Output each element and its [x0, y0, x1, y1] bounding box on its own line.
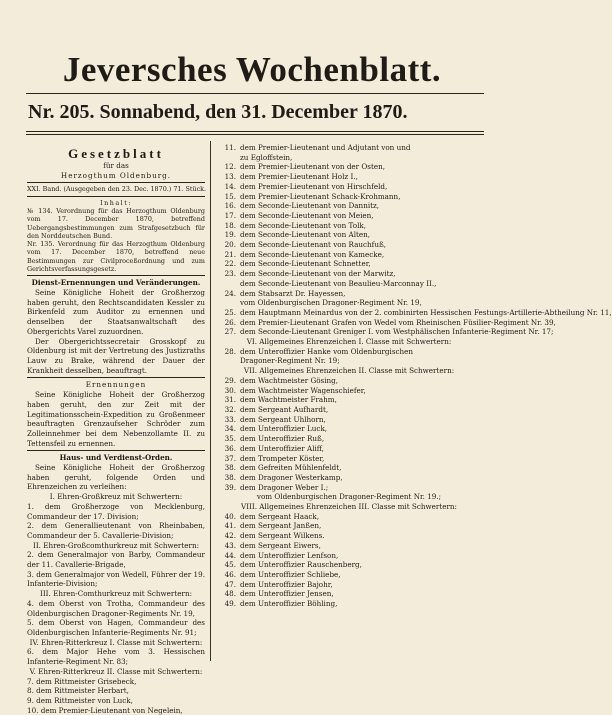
- award-entry: [216, 162, 482, 172]
- ernennungen-title: Ernennungen: [85, 380, 147, 390]
- orden-class-heading: III. Ehren-Comthurkreuz mit Schwertern:: [39, 589, 192, 599]
- gesetzblatt-title: Gesetzblatt: [68, 146, 164, 161]
- entry-text: dem Wachtmeister Gösing,: [240, 375, 339, 385]
- dienst-title: Dienst-Ernennungen und Veränderungen.: [31, 278, 201, 288]
- entry-text: dem Wachtmeister Wagenschiefer,: [240, 385, 366, 395]
- entry-text: dem Unteroffizier Rauschenberg,: [240, 560, 362, 570]
- entry-number: [216, 153, 240, 163]
- award-entry: [216, 386, 482, 396]
- sep-3: [27, 275, 205, 276]
- entry-text: dem Dragoner Westerkamp,: [240, 472, 343, 482]
- award-entry: [216, 483, 482, 493]
- sep-1: [27, 182, 205, 183]
- entry-text: dem Premier-Lieutenant Grafen von Wedel vom Rheinischen Füsilier-Regiment Nr. 39,: [240, 317, 556, 327]
- entry-number: 20.: [224, 240, 236, 250]
- orden-entry: 8. dem Rittmeister Herbart,: [27, 686, 129, 696]
- award-entry: [216, 531, 482, 541]
- dienst-paragraph-2: Der Obergerichtssecretair Grosskopf zu Oldenburg ist mit der Vertretung des Justizraths Lauw zu Brake, während der Dauer der Krankheit desselben, beauftragt.: [27, 336, 205, 375]
- award-entry: [216, 211, 482, 221]
- entry-text: dem Seconde-Lieutenant von Rauchfuß,: [240, 240, 387, 250]
- section-viii-heading: VIII. Allgemeines Ehrenzeichen III. Classe mit Schwertern:: [241, 502, 457, 512]
- award-list-d: [216, 512, 482, 609]
- gesetzblatt-sub1: für das: [103, 161, 129, 170]
- column-divider: [210, 141, 211, 661]
- sep-2: [27, 196, 205, 197]
- entry-text: dem Unteroffizier Ruß,: [240, 434, 325, 444]
- section-vii-heading: VII. Allgemeines Ehrenzeichen II. Classe mit Schwertern:: [243, 366, 455, 376]
- award-entry: [216, 298, 482, 308]
- entry-text: dem Premier-Lieutenant Schack-Krohmann,: [240, 191, 401, 201]
- entry-text: dem Unteroffizier Luck,: [240, 424, 328, 434]
- inhalt-list: [27, 207, 205, 273]
- entry-text: dem Trompeter Köster,: [240, 453, 325, 463]
- award-entry: [216, 521, 482, 531]
- band-line: XXI. Band. (Ausgegeben den 23. Dec. 1870.) 71. Stück.: [27, 185, 207, 194]
- ernennungen-paragraph: Seine Königliche Hoheit der Großherzog haben geruht, den zur Zeit mit der Legitimationsschein-Expedition zu Großenmeer beauftragten Grenzaufseher Schröder zum Zolleinnehmer bei dem Nebenzollamte II. zu Tettensfeil zu ernennen.: [27, 390, 205, 448]
- vom-line: vom Oldenburgischen Dragoner-Regiment Nr. 19.;: [256, 492, 442, 502]
- entry-text: dem Seconde-Lieutenant von Tolk,: [240, 220, 367, 230]
- entry-text: dem Hauptmann Meinardus von der 2. combinirten Hessischen Festungs-Artillerie-Abtheilung Nr. 11,: [240, 307, 612, 317]
- entry-number: 38.: [224, 463, 236, 473]
- entry-text: dem Unteroffizier Schliebe,: [240, 569, 341, 579]
- right-column: [216, 143, 612, 609]
- rule-top: [26, 93, 484, 94]
- award-entry: [216, 560, 482, 570]
- entry-text: dem Seconde-Lieutenant von Dannitz,: [240, 201, 380, 211]
- entry-number: 17.: [224, 210, 236, 220]
- award-entry: [216, 153, 482, 163]
- award-entry: [216, 434, 482, 444]
- entry-number: 36.: [224, 443, 236, 453]
- entry-text: dem Unteroffizier Hanke vom Oldenburgischen: [240, 346, 414, 356]
- award-entry: [216, 172, 482, 182]
- orden-entry: 7. dem Rittmeister Grisebeck,: [27, 676, 137, 686]
- entry-number: 30.: [224, 385, 236, 395]
- entry-number: 42.: [224, 531, 236, 541]
- orden-entry: 5. dem Oberst von Hagen, Commandeur des Oldenburgischen Infanterie-Regiments Nr. 91;: [27, 618, 205, 637]
- entry-text: dem Wachtmeister Frahm,: [240, 395, 337, 405]
- entry-text: dem Stabsarzt Dr. Hayessen,: [240, 288, 346, 298]
- award-entry: [216, 415, 482, 425]
- entry-text: dem Premier-Lieutenant von der Osten,: [240, 162, 386, 172]
- entry-number: 28.: [224, 346, 236, 356]
- orden-paragraph: Seine Königliche Hoheit der Großherzog haben geruht, folgende Orden und Ehrenzeichen zu verleihen:: [27, 463, 205, 492]
- inhalt-entry: № 134. Verordnung für das Herzogthum Oldenburg vom 17. December 1870, betreffend Uebergangsbestimmungen zum Strafgesetzbuch für den Norddeutschen Bund.: [27, 207, 205, 240]
- orden-entry: 3. dem Generalmajor von Wedell, Führer der 19. Infanterie-Division;: [27, 569, 205, 589]
- entry-text: dem Unteroffizier Aliff,: [240, 443, 324, 453]
- entry-text: dem Seconde-Lieutenant Schnetter,: [240, 259, 371, 269]
- award-entry: [216, 599, 482, 609]
- entry-number: 22.: [224, 259, 236, 269]
- entry-number: 23.: [224, 269, 236, 279]
- award-entry: [216, 356, 482, 366]
- entry-number: 37.: [224, 453, 236, 463]
- award-entry: [216, 289, 482, 299]
- award-entry: [216, 182, 482, 192]
- sep-4: [27, 377, 205, 378]
- award-entry: [216, 580, 482, 590]
- award-entry: [216, 240, 482, 250]
- entry-text: dem Gefreiten Mühlenfeldt,: [240, 463, 342, 473]
- award-entry: [216, 424, 482, 434]
- entry-text: dem Dragoner Weber I.;: [240, 482, 329, 492]
- entry-number: 13.: [224, 172, 236, 182]
- entry-text: dem Seconde-Lieutenant von Meien,: [240, 210, 374, 220]
- award-entry: [216, 551, 482, 561]
- entry-number: 35.: [224, 434, 236, 444]
- award-entry: [216, 570, 482, 580]
- award-entry: [216, 201, 482, 211]
- entry-number: 46.: [224, 569, 236, 579]
- entry-number: 45.: [224, 560, 236, 570]
- entry-number: 39.: [224, 482, 236, 492]
- entry-number: 16.: [224, 201, 236, 211]
- award-entry: [216, 347, 482, 357]
- award-list-c: [216, 376, 482, 492]
- entry-number: [216, 279, 240, 289]
- entry-number: 15.: [224, 191, 236, 201]
- award-entry: [216, 376, 482, 386]
- entry-number: 44.: [224, 550, 236, 560]
- entry-number: 43.: [224, 540, 236, 550]
- dienst-paragraph-1: Seine Königliche Hoheit der Großherzog haben geruht, den Rechtscandidaten Kessler zu Birkenfeld zum Auditor zu ernennen und denselben der Staatsanwaltschaft des Obergerichts Varel zuzuordnen.: [27, 288, 205, 336]
- orden-entry: 2. dem Generallieutenant von Rheinbaben, Commandeur der 5. Cavallerie-Division;: [27, 521, 205, 540]
- entry-text: dem Seconde-Lieutenant von Kamecke,: [240, 249, 385, 259]
- entry-text: dem Sergeant Haack,: [240, 511, 320, 521]
- entry-text: dem Unteroffizier Lenfson,: [240, 550, 339, 560]
- entry-number: 14.: [224, 181, 236, 191]
- entry-number: 25.: [224, 307, 236, 317]
- entry-number: 38.: [224, 472, 236, 482]
- entry-number: 27.: [224, 327, 236, 337]
- entry-text: dem Sergeant Janßen,: [240, 521, 322, 531]
- rule-issue: [26, 131, 484, 132]
- award-entry: [216, 454, 482, 464]
- award-entry: [216, 221, 482, 231]
- award-entry: [216, 250, 482, 260]
- entry-text: dem Seconde-Lieutenant von der Marwitz,: [240, 269, 396, 279]
- inhalt-entry: Nr. 135. Verordnung für das Herzogthum Oldenburg vom 17. December 1870, betreffend neue Bestimmungen zur Civilproceßordnung und zum Gerichtsverfassungsgesetz.: [27, 240, 205, 274]
- entry-number: 18.: [224, 220, 236, 230]
- award-entry: [216, 230, 482, 240]
- entry-number: 41.: [224, 521, 236, 531]
- entry-text: dem Premier-Lieutenant und Adjutant von und: [240, 143, 411, 152]
- award-entry: [216, 317, 556, 328]
- entry-number: 29.: [224, 375, 236, 385]
- rule-issue-2: [26, 134, 484, 135]
- award-entry: [216, 444, 482, 454]
- entry-text: dem Unteroffizier Böhling,: [240, 599, 338, 609]
- masthead: Jeversches Wochenblatt.: [62, 50, 442, 89]
- entry-number: 47.: [224, 579, 236, 589]
- entry-text: dem Sergeant Wilkens.: [240, 531, 325, 541]
- entry-number: 31.: [224, 395, 236, 405]
- award-entry: [216, 259, 482, 269]
- orden-title: Haus- und Verdienst-Orden.: [59, 453, 173, 463]
- orden-entry: 6. dem Major Hehe vom 3. Hessischen Infanterie-Regiment Nr. 83;: [27, 647, 205, 667]
- sep-5: [27, 450, 205, 451]
- entry-text: dem Seconde-Lieutenant Greniger I. vom Westphälischen Infanterie-Regiment Nr. 17;: [240, 327, 554, 337]
- entry-text: dem Unteroffizier Jensen,: [240, 589, 334, 599]
- entry-text: zu Egloffstein,: [240, 152, 293, 162]
- award-entry: [216, 512, 482, 522]
- entry-text: dem Unteroffizier Bajohr,: [240, 579, 333, 589]
- entry-number: 48.: [224, 589, 236, 599]
- entry-text: dem Seconde-Lieutenant von Alten,: [240, 230, 371, 240]
- entry-text: dem Sergeant Uhlhorn,: [240, 414, 326, 424]
- orden-list: [27, 492, 205, 715]
- award-entry: [216, 589, 482, 599]
- entry-number: 21.: [224, 249, 236, 259]
- orden-entry: 9. dem Rittmeister von Luck,: [27, 695, 133, 705]
- entry-text: vom Oldenburgischen Dragoner-Regiment Nr. 19,: [240, 298, 422, 308]
- entry-number: 11.: [224, 143, 236, 152]
- entry-text: dem Seconde-Lieutenant von Beaulieu-Marconnay II.,: [240, 278, 437, 288]
- entry-number: 33.: [224, 414, 236, 424]
- orden-entry: 2. dem Generalmajor von Barby, Commandeur der 11. Cavallerie-Brigade,: [27, 550, 205, 570]
- entry-number: 12.: [224, 162, 236, 172]
- orden-entry: 1. dem Großherzoge von Mecklenburg, Commandeur der 17. Division;: [27, 501, 205, 521]
- entry-number: [216, 356, 240, 366]
- section-vi-heading: VI. Allgemeines Ehrenzeichen I. Classe mit Schwertern:: [246, 337, 452, 347]
- entry-text: Dragoner-Regiment Nr. 19;: [240, 356, 340, 366]
- orden-entry: 10. dem Premier-Lieutenant von Negelein,: [27, 705, 183, 715]
- orden-class-heading: II. Ehren-Großcomthurkreuz mit Schwertern:: [32, 540, 199, 550]
- entry-text: dem Sergeant Eiwers,: [240, 540, 321, 550]
- entry-number: 49.: [224, 599, 236, 609]
- entry-number: 19.: [224, 230, 236, 240]
- award-entry: [216, 327, 554, 337]
- entry-number: [216, 298, 240, 308]
- award-entry: [216, 463, 482, 473]
- entry-number: 26.: [224, 317, 236, 327]
- award-list-a: [216, 143, 612, 337]
- award-entry: [216, 192, 482, 202]
- issue-line: Nr. 205. Sonnabend, den 31. December 1870.: [28, 101, 408, 123]
- entry-text: dem Premier-Lieutenant von Hirschfeld,: [240, 181, 388, 191]
- award-entry: [216, 269, 482, 279]
- orden-class-heading: V. Ehren-Ritterkreuz II. Classe mit Schwertern:: [29, 666, 203, 676]
- gesetzblatt-sub2: Herzogthum Oldenburg.: [60, 170, 172, 180]
- left-column: [27, 146, 205, 715]
- inhalt-label: Inhalt:: [100, 198, 132, 207]
- entry-number: 24.: [224, 288, 236, 298]
- award-list-b: [216, 347, 482, 366]
- award-entry: [216, 307, 612, 318]
- orden-entry: 4. dem Oberst von Trotha, Commandeur des Oldenburgischen Dragoner-Regiments Nr. 19,: [27, 598, 205, 618]
- entry-number: 34.: [224, 424, 236, 434]
- award-entry: [216, 473, 482, 483]
- entry-number: 40.: [224, 511, 236, 521]
- award-entry: [216, 395, 482, 405]
- award-entry: [216, 405, 482, 415]
- entry-number: 32.: [224, 404, 236, 414]
- orden-class-heading: I. Ehren-Großkreuz mit Schwertern:: [49, 492, 183, 502]
- entry-text: dem Sergeant Aufhardt,: [240, 404, 329, 414]
- award-entry: [216, 143, 482, 153]
- orden-class-heading: IV. Ehren-Ritterkreuz I. Classe mit Schwertern:: [29, 637, 203, 647]
- award-entry: [216, 541, 482, 551]
- entry-text: dem Premier-Lieutenant Holz I.,: [240, 172, 358, 182]
- award-entry: [216, 279, 482, 289]
